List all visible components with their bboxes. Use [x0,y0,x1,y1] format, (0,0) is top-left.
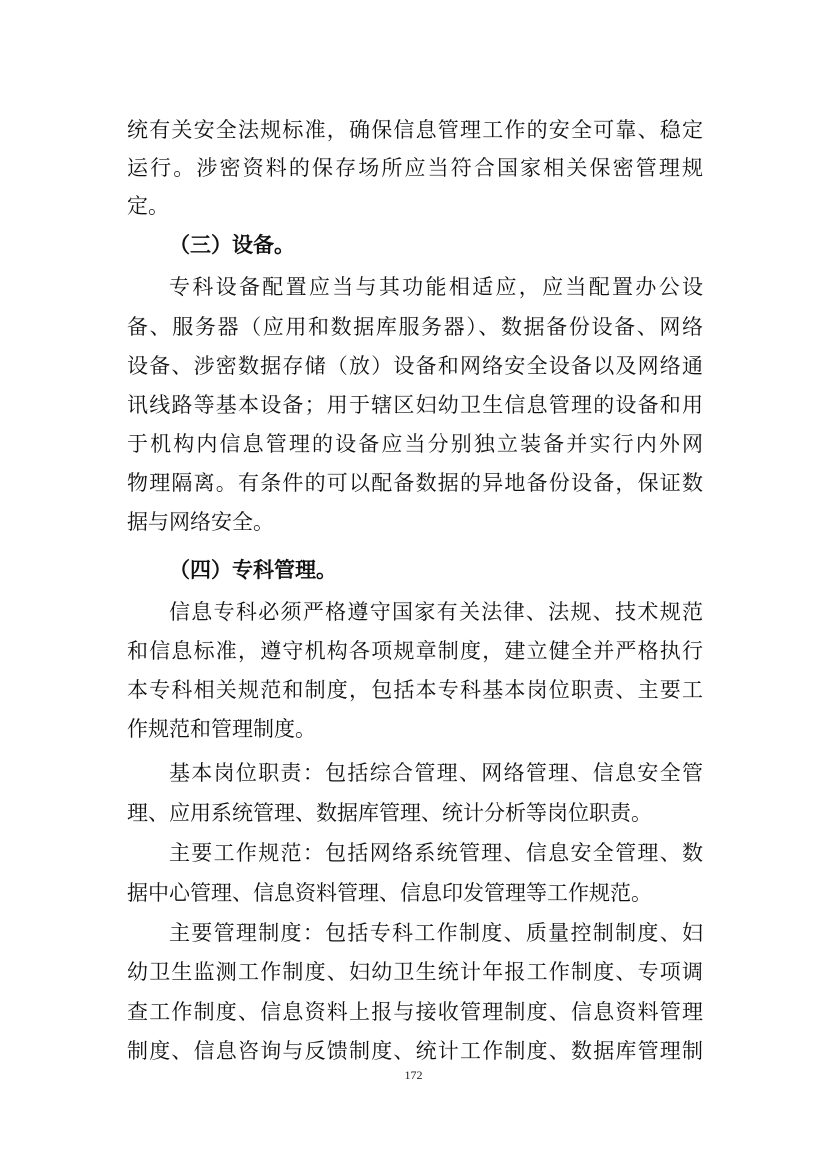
paragraph-line: 查工作制度、信息资料上报与接收管理制度、信息资料管理 [127,1000,703,1024]
paragraph-line: 备、服务器（应用和数据库服务器）、数据备份设备、网络 [127,315,703,339]
paragraph-line: 信息专科必须严格遵守国家有关法律、法规、技术规范 [169,600,703,624]
paragraph-line: 主要工作规范：包括网络系统管理、信息安全管理、数 [169,841,703,865]
paragraph-line: 于机构内信息管理的设备应当分别独立装备并实行内外网 [127,432,703,456]
paragraph-line: 据与网络安全。 [127,510,274,534]
paragraph-line: 理、应用系统管理、数据库管理、统计分析等岗位职责。 [127,801,652,825]
section-heading: （三）设备。 [169,233,295,257]
paragraph-line: 定。 [127,194,169,218]
paragraph-line: 讯线路等基本设备；用于辖区妇幼卫生信息管理的设备和用 [127,393,703,417]
paragraph-line: 据中心管理、信息资料管理、信息印发管理等工作规范。 [127,881,652,905]
paragraph-line: 物理隔离。有条件的可以配备数据的异地备份设备，保证数 [127,471,703,495]
paragraph-line: 基本岗位职责：包括综合管理、网络管理、信息安全管 [169,761,703,785]
paragraph-line: 运行。涉密资料的保存场所应当符合国家相关保密管理规 [127,156,703,180]
paragraph-line: 主要管理制度：包括专科工作制度、质量控制制度、妇 [169,921,703,945]
paragraph-line: 幼卫生监测工作制度、妇幼卫生统计年报工作制度、专项调 [127,960,703,984]
paragraph-line: 本专科相关规范和制度，包括本专科基本岗位职责、主要工 [127,678,703,702]
paragraph-line: 作规范和管理制度。 [127,717,316,741]
paragraph-line: 统有关安全法规标准，确保信息管理工作的安全可靠、稳定 [127,118,703,142]
section-heading: （四）专科管理。 [169,558,337,582]
page-number: 172 [404,1068,423,1082]
paragraph-line: 设备、涉密数据存储（放）设备和网络安全设备以及网络通 [127,354,703,378]
paragraph-line: 制度、信息咨询与反馈制度、统计工作制度、数据库管理制 [127,1039,703,1063]
paragraph-line: 专科设备配置应当与其功能相适应，应当配置办公设 [169,275,703,299]
paragraph-line: 和信息标准，遵守机构各项规章制度，建立健全并严格执行 [127,639,703,663]
